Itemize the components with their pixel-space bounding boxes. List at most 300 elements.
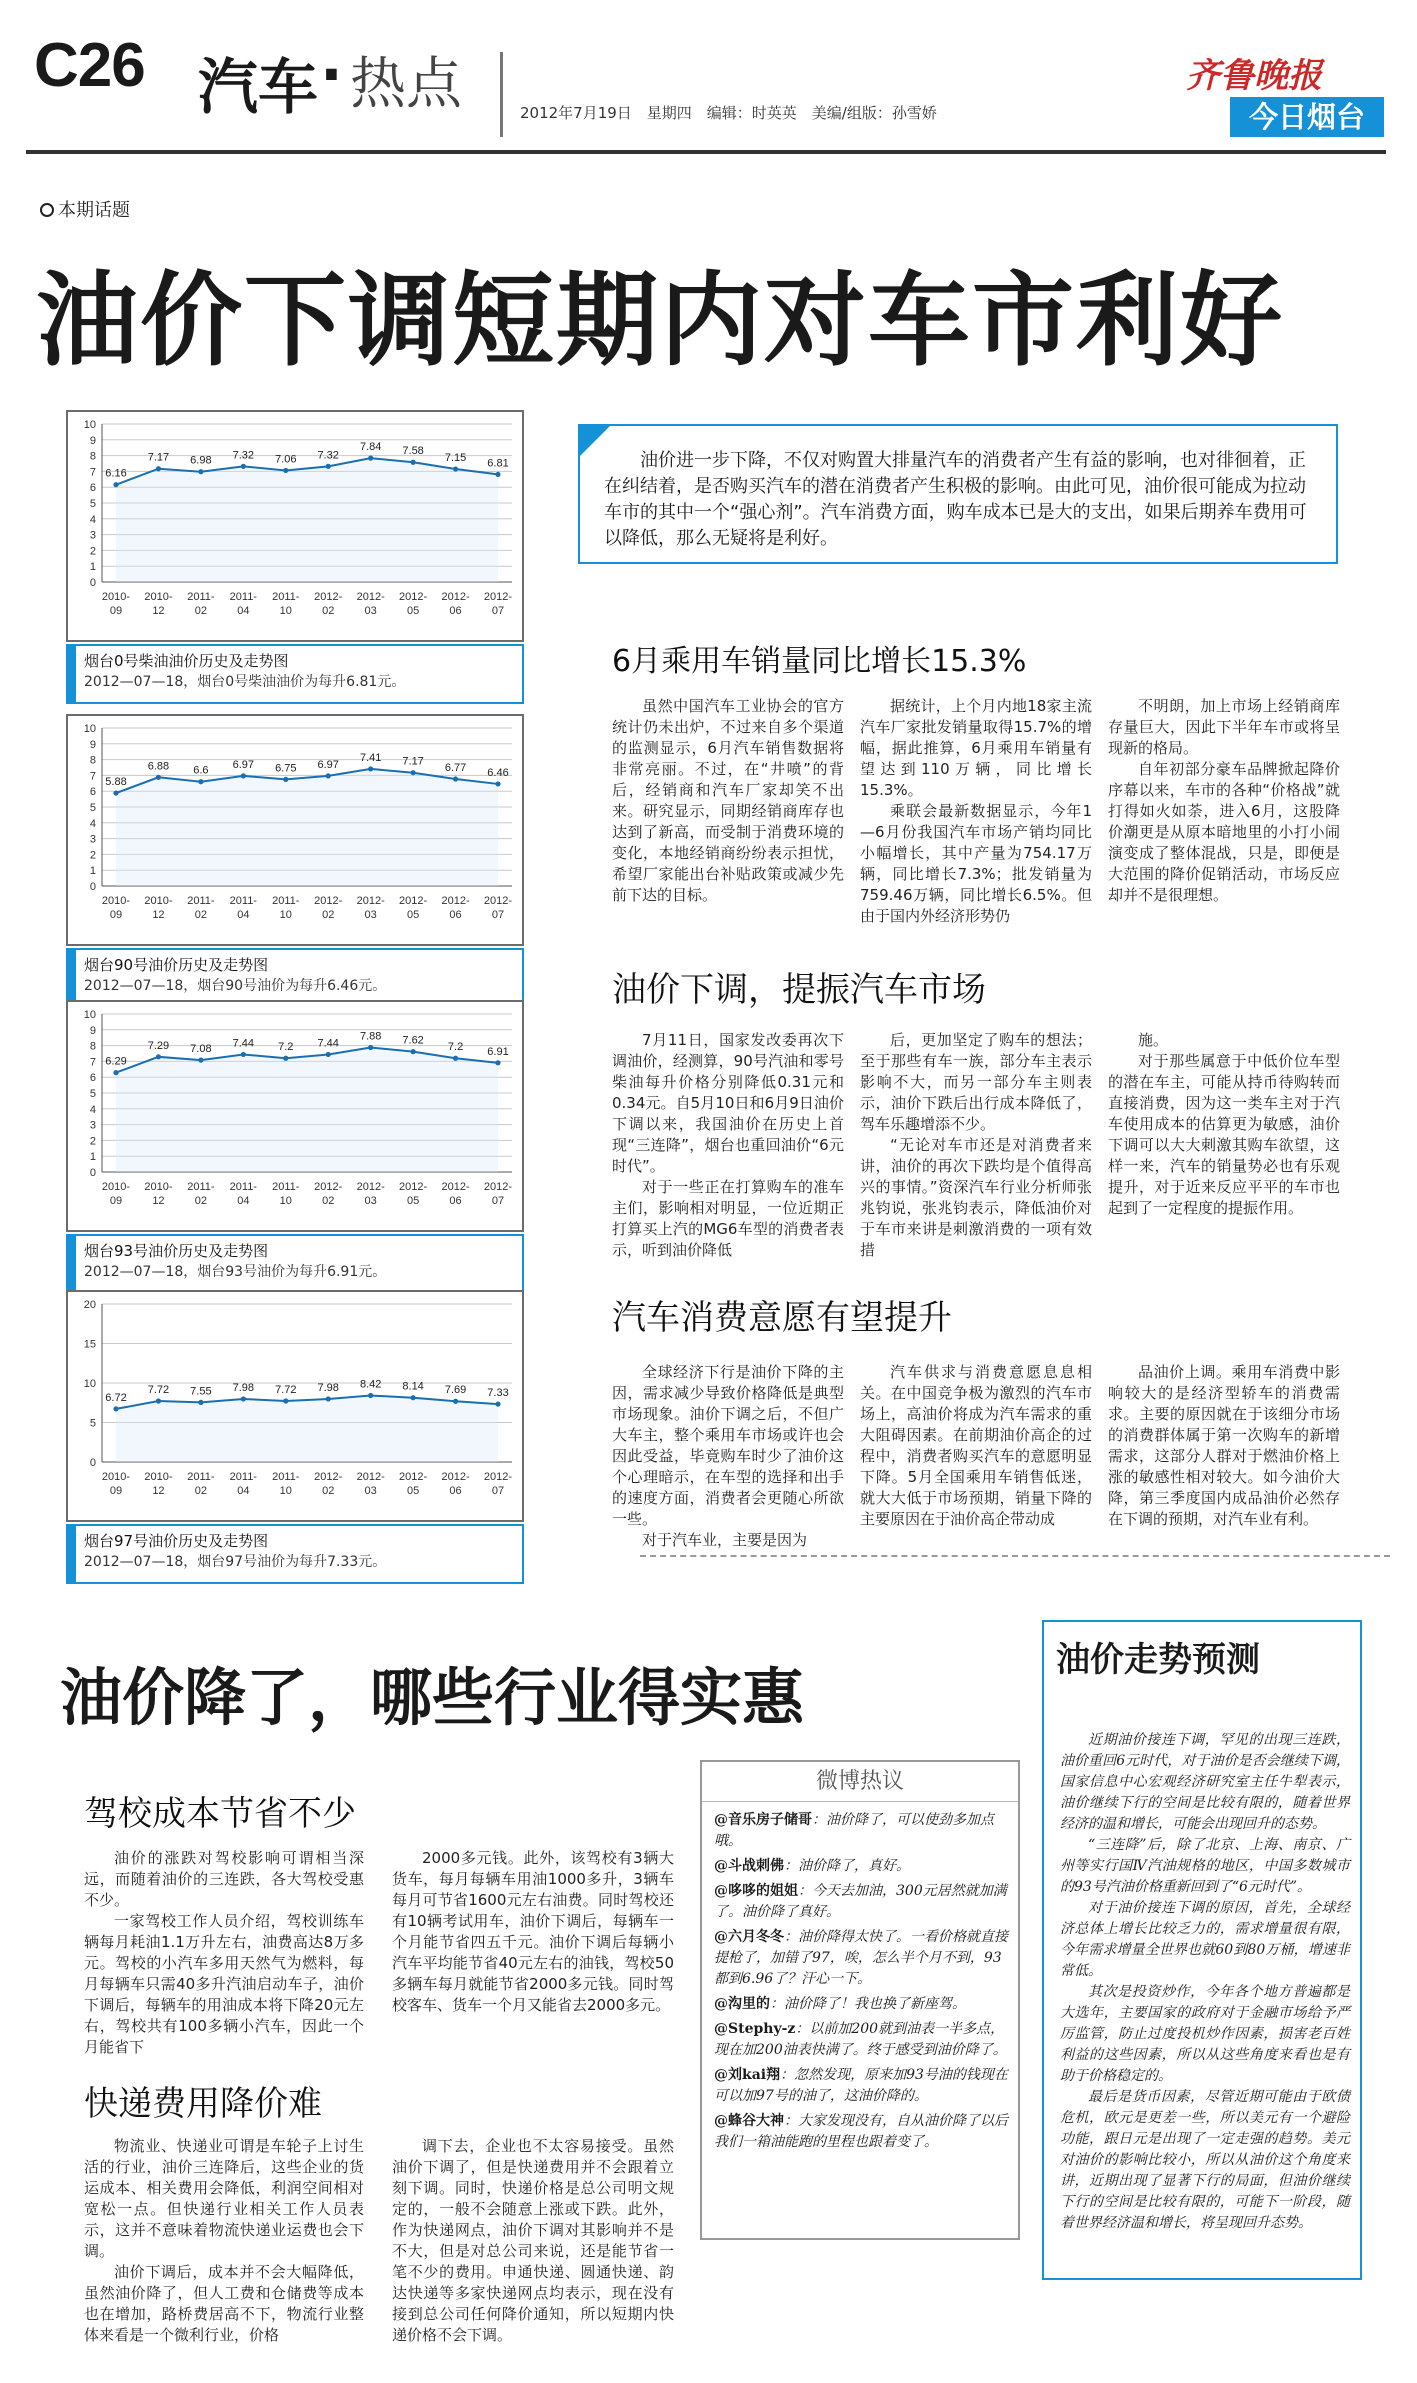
chart-caption xyxy=(66,1524,524,1584)
x-tick-label: 02 xyxy=(322,1485,335,1497)
x-tick-label: 2012- xyxy=(483,895,513,907)
x-tick-label: 02 xyxy=(194,605,208,617)
data-label: 7.44 xyxy=(317,1037,339,1050)
x-tick-label: 2012- xyxy=(314,1181,343,1193)
x-tick-label: 2012- xyxy=(356,895,385,907)
paragraph: 自年初部分豪车品牌掀起降价序幕以来，车市的各种“价格战”就打得如火如荼，进入6月，这股降价潮更是从原本暗地里的小打小闹演变成了整体混战，只是，即便是大范围的降价促销活动，市场反应却并不是很理想。 xyxy=(1108,760,1340,904)
data-point xyxy=(283,1398,288,1403)
weibo-post xyxy=(714,1856,1010,1877)
header-rule xyxy=(26,150,1386,154)
article-column xyxy=(392,1848,674,2016)
y-tick-label: 5 xyxy=(89,802,96,814)
paragraph: 调下去，企业也不太容易接受。虽然油价下调了，但是快递费用并不会跟着立刻下调。同时，快递价格是总公司明文规定的，一般不会随意上涨或下跌。此外，作为快递网点，油价下调对其影响并不是不大，但是对总公司来说，还是能节省一笔不少的费用。申通快递、圆通快递、韵达快递等多家快递网点均表示，现在没有接到总公司任何降价通知，所以短期内快递价格不会下调。 xyxy=(392,2137,674,2344)
x-tick-label: 05 xyxy=(406,605,420,617)
weibo-list xyxy=(714,1810,1010,2157)
data-point xyxy=(495,472,500,477)
paragraph: 油价下调后，成本并不会大幅降低，虽然油价降了，但人工费和仓储费等成本也在增加，路桥费居高不下，物流行业整体来看是一个微利行业，价格 xyxy=(84,2263,364,2344)
x-tick-label: 2011- xyxy=(272,591,300,603)
chart-caption xyxy=(66,1234,524,1294)
y-tick-label: 3 xyxy=(89,833,96,846)
main-headline: 油价下调短期内对车市利好 xyxy=(36,262,1284,381)
data-label: 7.17 xyxy=(147,451,170,464)
x-tick-label: 2012- xyxy=(314,1471,343,1483)
data-point xyxy=(453,1056,458,1061)
article-column xyxy=(84,2136,364,2346)
series-area xyxy=(116,458,498,582)
data-point xyxy=(241,1052,246,1057)
y-tick-label: 1 xyxy=(89,1151,96,1164)
y-tick-label: 5 xyxy=(89,1417,96,1430)
article-column xyxy=(612,1362,844,1551)
data-point xyxy=(411,460,416,465)
x-tick-label: 2012- xyxy=(399,1181,428,1193)
paragraph: 7月11日，国家发改委再次下调油价，经测算，90号汽油和零号柴油每升价格分别降低0.31元和0.34元。自5月10日和6月9日油价下调以来，我国油价在历史上首现“三连降”，烟台也重回油价“6元时代”。 xyxy=(612,1031,844,1175)
data-point xyxy=(113,482,118,487)
x-tick-label: 12 xyxy=(152,605,165,617)
data-label: 6.97 xyxy=(232,758,255,771)
article-column xyxy=(860,1362,1092,1530)
y-tick-label: 5 xyxy=(89,1088,96,1100)
paragraph: 对于那些属意于中低价位车型的潜在车主，可能从持币待购转而直接消费，因为这一类车主对于汽车使用成本的估算更为敏感，油价下调可以大大刺激其购车欲望，这样一来，汽车的销量势必也有乐观提升，对于近来反应平平的车市也起到了一定程度的提振作用。 xyxy=(1108,1052,1340,1217)
data-label: 6.6 xyxy=(193,764,209,777)
x-tick-label: 2010- xyxy=(144,895,173,907)
data-point xyxy=(411,1049,416,1054)
series-area xyxy=(116,1047,498,1172)
x-tick-label: 2012- xyxy=(441,591,470,603)
weibo-post xyxy=(714,1927,1010,1990)
x-tick-label: 2010- xyxy=(101,1181,131,1193)
data-label: 6.29 xyxy=(105,1055,127,1068)
y-tick-label: 8 xyxy=(89,450,96,463)
weibo-title: 微博热议 xyxy=(702,1762,1018,1802)
y-tick-label: 1 xyxy=(89,561,96,574)
data-label: 6.97 xyxy=(317,758,339,771)
chart-caption-title: 烟台90号油价历史及走势图 xyxy=(84,956,269,974)
data-label: 7.69 xyxy=(444,1384,467,1397)
chart-caption xyxy=(66,644,524,704)
y-tick-label: 2 xyxy=(89,849,96,862)
y-tick-label: 8 xyxy=(89,1040,96,1053)
diesel-price-chart xyxy=(68,412,522,640)
paragraph: 2000多元钱。此外，该驾校有3辆大货车，每月每辆车用油1000多升，3辆车每月可节省1600元左右油费。同时驾校还有10辆考试用车，油价下调后，每辆车一个月能节省四五千元。油价下调后每辆小汽车平均能节省40元左右的油钱，驾校50多辆车每月就能节省2000多元钱。同时驾校客车、货车一个月又能省去2000多元。 xyxy=(392,1849,674,2014)
x-tick-label: 05 xyxy=(406,1485,420,1497)
x-tick-label: 02 xyxy=(322,605,335,617)
paragraph: 汽车供求与消费意愿息息相关。在中国竞争极为激烈的汽车市场上，高油价将成为汽车需求的重大阻碍因素。在前期油价高企的过程中，消费者购买汽车的意愿明显下降。5月全国乘用车销售低迷，就大大低于市场预期，销量下降的主要原因在于油价高企带动成 xyxy=(860,1363,1092,1528)
section-heading-oil-cut: 油价下调，提振汽车市场 xyxy=(612,970,986,1010)
data-label: 7.62 xyxy=(402,1034,424,1047)
page-code: C26 xyxy=(34,31,145,100)
weibo-user: @音乐房子储哥 xyxy=(714,1812,812,1828)
x-tick-label: 2012- xyxy=(441,1181,470,1193)
x-tick-label: 03 xyxy=(364,1195,377,1207)
paragraph: 对于油价接连下调的原因，首先，全球经济总体上增长比较乏力的，需求增量很有限，今年需求增量全世界也就60到80万桶，增速非常低。 xyxy=(1060,1900,1350,1979)
topic-circle-icon xyxy=(40,203,54,217)
data-label: 8.42 xyxy=(359,1378,382,1391)
x-tick-label: 2011- xyxy=(187,591,215,603)
weibo-user: @Stephy-z xyxy=(714,2021,796,2037)
x-tick-label: 07 xyxy=(491,1195,505,1207)
data-label: 7.58 xyxy=(402,445,424,458)
chart-frame xyxy=(66,1000,524,1232)
weibo-text: ：以前加200就到油表一半多点，现在加200油表快满了。终于感受到油价降了。 xyxy=(714,2021,1007,2058)
x-tick-label: 2010- xyxy=(101,1471,131,1483)
chart-panel-97 xyxy=(66,1290,524,1570)
weibo-post xyxy=(714,2019,1010,2061)
paragraph: 一家驾校工作人员介绍，驾校训练车辆每月耗油1.1万升左右，油费高达8万多元。驾校的小汽车多用天然气为燃料，每月每辆车只需40多升汽油启动车子，油价下调后，每辆车的用油成本将下降20元左右，驾校共有100多辆小汽车，因此一个月能省下 xyxy=(84,1912,364,2056)
newspaper-logo: 齐鲁晚报 xyxy=(1186,56,1322,96)
data-label: 7.15 xyxy=(444,452,467,465)
x-tick-label: 2011- xyxy=(272,895,300,907)
section-divider xyxy=(640,1555,1390,1557)
data-label: 8.14 xyxy=(402,1380,424,1393)
data-label: 7.88 xyxy=(359,1030,382,1043)
data-label: 6.81 xyxy=(487,457,509,470)
weibo-sidebar xyxy=(700,1760,1020,2240)
weibo-user: @蜂谷大神 xyxy=(714,2113,784,2129)
data-point xyxy=(113,1406,118,1411)
forecast-body xyxy=(1060,1730,1350,2234)
y-tick-label: 4 xyxy=(89,513,96,526)
chart-frame xyxy=(66,714,524,946)
weibo-text: ：油价降了，可以使劲多加点哦。 xyxy=(714,1812,994,1849)
x-tick-label: 2012- xyxy=(483,1181,513,1193)
y-tick-label: 10 xyxy=(83,723,96,735)
y-tick-label: 3 xyxy=(89,529,96,542)
x-tick-label: 2010- xyxy=(144,591,173,603)
paragraph: 最后是货币因素，尽管近期可能由于欧债危机，欧元是更差一些，所以美元有一个避险功能，跟日元是出现了一定走强的趋势。美元对油价的影响比较小，所以从油价这个角度来讲，近期出现了显著下行的局面，但油价继续下行的空间是比较有限的，可能下一阶段，随着世界经济温和增长，将呈现回升态势。 xyxy=(1060,2089,1350,2231)
data-point xyxy=(453,466,458,471)
y-tick-label: 6 xyxy=(89,786,96,799)
topic-text: 本期话题 xyxy=(58,200,130,221)
data-label: 6.98 xyxy=(190,454,212,467)
x-tick-label: 2012- xyxy=(356,1181,385,1193)
data-label: 7.2 xyxy=(447,1041,464,1054)
paragraph: 对于一些正在打算购车的准车主们，影响相对明显，一位近期正打算买上汽的MG6车型的消费者表示，听到油价降低 xyxy=(612,1178,844,1259)
weibo-user: @斗战刺佛 xyxy=(714,1858,784,1874)
weibo-user: @六月冬冬 xyxy=(714,1929,784,1945)
paragraph: “无论对车市还是对消费者来讲，油价的再次下跌均是个值得高兴的事情。”资深汽车行业分析师张兆钧说，张兆钧表示，降低油价对于车市来讲是刺激消费的一项有效措 xyxy=(860,1136,1092,1259)
paragraph: 后，更加坚定了购车的想法；至于那些有车一族，部分车主表示影响不大，而另一部分车主则表示，油价下跌后出行成本降低了，驾车乐趣增添不少。 xyxy=(860,1031,1092,1133)
x-tick-label: 06 xyxy=(449,1195,462,1207)
data-label: 7.2 xyxy=(278,1041,294,1054)
x-tick-label: 03 xyxy=(364,1485,377,1497)
section-separator: · xyxy=(320,40,343,110)
x-tick-label: 09 xyxy=(109,1485,123,1497)
chart-caption-note: 2012—07—18，烟台90号油价为每升6.46元。 xyxy=(84,978,387,994)
y-tick-label: 1 xyxy=(89,865,96,878)
paragraph: 对于汽车业，主要是因为 xyxy=(642,1531,808,1549)
data-point xyxy=(368,456,373,461)
data-point xyxy=(283,468,288,473)
data-point xyxy=(368,766,373,771)
weibo-text: ：忽然发现，原来加93号油的钱现在可以加97号的油了，这油价降的。 xyxy=(714,2067,1008,2104)
x-tick-label: 2011- xyxy=(272,1181,300,1193)
y-tick-label: 20 xyxy=(83,1299,96,1311)
x-tick-label: 2012- xyxy=(399,1471,428,1483)
weibo-text: ：油价降了！我也换了新座驾。 xyxy=(770,1996,966,2012)
x-tick-label: 2012- xyxy=(483,1471,513,1483)
chart-caption-title: 烟台0号柴油油价历史及走势图 xyxy=(84,652,289,670)
data-point xyxy=(453,1399,458,1404)
x-tick-label: 2011- xyxy=(229,895,257,907)
data-label: 6.72 xyxy=(105,1391,127,1404)
x-tick-label: 07 xyxy=(491,909,505,921)
y-tick-label: 4 xyxy=(89,817,96,830)
y-tick-label: 9 xyxy=(89,434,96,447)
x-tick-label: 02 xyxy=(194,909,208,921)
paragraph: 乘联会最新数据显示，今年1—6月份我国汽车市场产销均同比小幅增长，其中产量为754.17万辆，同比增长7.3%；批发销量为759.46万辆，同比增长6.5%。但由于国内外经济形势仍 xyxy=(860,802,1092,925)
header-divider xyxy=(500,52,503,137)
y-tick-label: 9 xyxy=(89,1024,96,1037)
data-point xyxy=(495,1060,500,1065)
x-tick-label: 05 xyxy=(406,909,420,921)
x-tick-label: 2012- xyxy=(314,895,343,907)
secondary-headline: 油价降了，哪些行业得实惠 xyxy=(60,1661,805,1734)
weibo-post xyxy=(714,1994,1010,2015)
x-tick-label: 10 xyxy=(279,1485,292,1497)
y-tick-label: 4 xyxy=(89,1103,96,1116)
x-tick-label: 2011- xyxy=(187,1471,215,1483)
data-label: 7.29 xyxy=(147,1039,170,1052)
data-point xyxy=(326,1396,331,1401)
data-point xyxy=(241,464,246,469)
data-point xyxy=(326,773,331,778)
x-tick-label: 2011- xyxy=(187,895,215,907)
x-tick-label: 12 xyxy=(152,1485,165,1497)
x-tick-label: 2012- xyxy=(399,591,428,603)
data-point xyxy=(198,779,203,784)
data-point xyxy=(495,1401,500,1406)
data-label: 7.72 xyxy=(147,1384,170,1397)
data-label: 6.88 xyxy=(147,760,170,773)
page-header xyxy=(0,0,1417,150)
weibo-post xyxy=(714,2111,1010,2153)
chart-caption-note: 2012—07—18，烟台93号油价为每升6.91元。 xyxy=(84,1264,387,1280)
data-point xyxy=(156,1398,161,1403)
y-tick-label: 0 xyxy=(89,881,96,893)
x-tick-label: 2012- xyxy=(356,1471,385,1483)
data-point xyxy=(241,773,246,778)
x-tick-label: 12 xyxy=(152,909,165,921)
y-tick-label: 15 xyxy=(83,1338,96,1351)
x-tick-label: 2011- xyxy=(272,1471,300,1483)
paragraph: 物流业、快递业可谓是车轮子上讨生活的行业，油价三连降后，这些企业的货运成本、相关费用会降低，利润空间相对宽松一点。但快递行业相关工作人员表示，这并不意味着物流快递业运费也会下调。 xyxy=(84,2137,364,2260)
x-tick-label: 2011- xyxy=(229,1181,257,1193)
intro-box: 油价进一步下降，不仅对购置大排量汽车的消费者产生有益的影响，也对徘徊着，正在纠结着，是否购买汽车的潜在消费者产生积极的影响。由此可见，油价很可能成为拉动车市的其中一个“强心剂”。汽车消费方面，购车成本已是大的支出，如果后期养车费用可以降低，那么无疑将是利好。 xyxy=(578,424,1338,564)
data-point xyxy=(113,1070,118,1075)
data-label: 6.77 xyxy=(444,762,467,775)
chart-caption-note: 2012—07—18，烟台0号柴油油价为每升6.81元。 xyxy=(84,674,406,690)
x-tick-label: 02 xyxy=(194,1485,208,1497)
data-label: 7.32 xyxy=(232,449,255,462)
intro-corner-mark xyxy=(578,424,612,458)
data-point xyxy=(368,1045,373,1050)
x-tick-label: 2012- xyxy=(483,591,513,603)
data-label: 7.08 xyxy=(190,1043,212,1056)
section-heading-driving-school: 驾校成本节省不少 xyxy=(84,1794,356,1834)
data-point xyxy=(368,1393,373,1398)
x-tick-label: 12 xyxy=(152,1195,165,1207)
weibo-user: @沟里的 xyxy=(714,1996,770,2012)
weibo-text: ：油价降了，真好。 xyxy=(784,1858,910,1874)
gasoline-90-price-chart xyxy=(68,716,522,944)
data-label: 7.32 xyxy=(317,449,339,462)
data-label: 6.46 xyxy=(487,766,509,779)
x-tick-label: 04 xyxy=(237,1195,250,1207)
paragraph: 不明朗，加上市场上经销商库存量巨大，因此下半年车市或将呈现新的格局。 xyxy=(1108,697,1340,757)
x-tick-label: 10 xyxy=(279,605,292,617)
x-tick-label: 03 xyxy=(364,909,377,921)
article-column xyxy=(1108,696,1340,906)
x-tick-label: 2010- xyxy=(101,895,131,907)
data-label: 7.17 xyxy=(402,755,424,768)
weibo-text: ：油价降得太快了。一看价格就直接提枪了，加错了97，唉，怎么半个月不到，93都到6.96了？汗心一下。 xyxy=(714,1929,1008,1987)
x-tick-label: 2012- xyxy=(314,591,343,603)
y-tick-label: 6 xyxy=(89,1072,96,1085)
article-column xyxy=(1108,1362,1340,1530)
y-tick-label: 7 xyxy=(89,466,96,479)
paragraph: 油价的涨跌对驾校影响可谓相当深远，而随着油价的三连跌，各大驾校受惠不少。 xyxy=(84,1849,364,1909)
data-label: 6.16 xyxy=(105,467,127,480)
forecast-title: 油价走势预测 xyxy=(1056,1640,1260,1680)
data-point xyxy=(156,466,161,471)
y-tick-label: 2 xyxy=(89,1135,96,1148)
chart-panel-diesel xyxy=(66,410,524,740)
x-tick-label: 09 xyxy=(109,605,123,617)
y-tick-label: 0 xyxy=(89,577,96,589)
x-tick-label: 03 xyxy=(364,605,377,617)
y-tick-label: 0 xyxy=(89,1167,96,1179)
x-tick-label: 02 xyxy=(322,1195,335,1207)
paragraph: 品油价上调。乘用车消费中影响较大的是经济型轿车的消费需求。主要的原因就在于该细分市场的消费群体属于第一次购车的新增需求，这部分人群对于燃油价格上涨的敏感性相对较大。如今油价大降，第三季度国内成品油价必然存在下调的预期，对汽车业有利。 xyxy=(1108,1363,1340,1528)
y-tick-label: 7 xyxy=(89,1056,96,1069)
y-tick-label: 6 xyxy=(89,482,96,495)
data-label: 7.41 xyxy=(359,751,382,764)
weibo-text: ：大家发现没有，自从油价降了以后我们一箱油能跑的里程也跟着变了。 xyxy=(714,2113,1008,2150)
y-tick-label: 2 xyxy=(89,545,96,558)
series-area xyxy=(116,769,498,886)
x-tick-label: 02 xyxy=(322,909,335,921)
x-tick-label: 09 xyxy=(109,909,123,921)
chart-caption xyxy=(66,948,524,1008)
subsection-name: 热点 xyxy=(350,52,462,117)
article-column xyxy=(392,2136,674,2346)
chart-frame xyxy=(66,1290,524,1522)
data-label: 7.72 xyxy=(275,1384,297,1397)
x-tick-label: 07 xyxy=(491,605,505,617)
data-point xyxy=(411,1395,416,1400)
data-label: 7.55 xyxy=(190,1385,212,1398)
paragraph: “三连降”后，除了北京、上海、南京、广州等实行国Ⅳ汽油规格的地区，中国多数城市的93号汽油价格重新回到了“6元时代”。 xyxy=(1060,1837,1350,1895)
y-tick-label: 3 xyxy=(89,1119,96,1132)
issue-meta: 2012年7月19日 星期四 编辑：时英英 美编/组版：孙雪娇 xyxy=(520,104,937,122)
y-tick-label: 8 xyxy=(89,754,96,767)
chart-caption-title: 烟台97号油价历史及走势图 xyxy=(84,1532,269,1550)
y-tick-label: 10 xyxy=(83,1378,96,1390)
x-tick-label: 2010- xyxy=(144,1181,173,1193)
weibo-post xyxy=(714,1881,1010,1923)
section-heading-sales: 6月乘用车销量同比增长15.3% xyxy=(612,644,1027,679)
x-tick-label: 2012- xyxy=(356,591,385,603)
x-tick-label: 2011- xyxy=(229,1471,257,1483)
y-tick-label: 9 xyxy=(89,738,96,751)
data-label: 7.06 xyxy=(275,453,297,466)
data-point xyxy=(495,781,500,786)
paragraph: 据统计，上个月内地18家主流汽车厂家批发销量取得15.7%的增幅，据此推算，6月乘用车销量有望达到110万辆，同比增长15.3%。 xyxy=(860,697,1092,799)
paragraph: 近期油价接连下调，罕见的出现三连跌，油价重回6元时代，对于油价是否会继续下调，国家信息中心宏观经济研究室主任牛犁表示，油价继续下行的空间是比较有限的，随着世界经济的温和增长，可能会出现回升的态势。 xyxy=(1060,1732,1350,1832)
x-tick-label: 2011- xyxy=(229,591,257,603)
x-tick-label: 06 xyxy=(449,909,462,921)
paragraph: 施。 xyxy=(1138,1031,1169,1049)
x-tick-label: 05 xyxy=(406,1195,420,1207)
x-tick-label: 06 xyxy=(449,605,462,617)
edition-badge: 今日烟台 xyxy=(1230,97,1384,137)
weibo-post xyxy=(714,1810,1010,1852)
y-tick-label: 10 xyxy=(83,1009,96,1021)
x-tick-label: 10 xyxy=(279,909,292,921)
y-tick-label: 7 xyxy=(89,770,96,783)
data-point xyxy=(113,790,118,795)
data-label: 7.98 xyxy=(317,1381,339,1394)
x-tick-label: 2012- xyxy=(399,895,428,907)
data-point xyxy=(156,1054,161,1059)
x-tick-label: 07 xyxy=(491,1485,505,1497)
x-tick-label: 06 xyxy=(449,1485,462,1497)
data-label: 7.84 xyxy=(359,441,382,454)
article-column xyxy=(860,696,1092,927)
x-tick-label: 04 xyxy=(237,1485,250,1497)
chart-panel-90 xyxy=(66,714,524,994)
article-column xyxy=(612,696,844,906)
paragraph: 其次是投资炒作，今年各个地方普遍都是大选年，主要国家的政府对于金融市场给予严厉监管，防止过度投机炒作因素，损害老百姓利益的这些因素，所以从这些角度来看也是有助于价格稳定的。 xyxy=(1060,1984,1350,2084)
data-label: 7.98 xyxy=(232,1381,255,1394)
data-label: 6.75 xyxy=(275,762,297,775)
series-area xyxy=(116,1395,498,1462)
data-point xyxy=(411,770,416,775)
weibo-user: @哆哆的姐姐 xyxy=(714,1883,798,1899)
x-tick-label: 04 xyxy=(237,605,250,617)
section-heading-courier: 快递费用降价难 xyxy=(84,2084,322,2124)
data-point xyxy=(241,1396,246,1401)
y-tick-label: 10 xyxy=(83,419,96,431)
data-point xyxy=(198,1400,203,1405)
x-tick-label: 09 xyxy=(109,1195,123,1207)
data-label: 6.91 xyxy=(487,1045,509,1058)
data-point xyxy=(326,464,331,469)
x-tick-label: 2011- xyxy=(187,1181,215,1193)
gasoline-97-price-chart xyxy=(68,1292,522,1520)
x-tick-label: 10 xyxy=(279,1195,292,1207)
article-column xyxy=(860,1030,1092,1261)
x-tick-label: 2010- xyxy=(101,591,131,603)
paragraph: 虽然中国汽车工业协会的官方统计仍未出炉，不过来自多个渠道的监测显示，6月汽车销售数据将非常亮丽。不过，在“井喷”的背后，经销商和汽车厂家却笑不出来。研究显示，同期经销商库存也达到了新高，而受制于消费环境的变化，本地经销商纷纷表示担忧，希望厂家能出台补贴政策或减少先前下达的目标。 xyxy=(612,697,844,904)
y-tick-label: 0 xyxy=(89,1457,96,1469)
gasoline-93-price-chart xyxy=(68,1002,522,1230)
chart-frame xyxy=(66,410,524,642)
x-tick-label: 2012- xyxy=(441,895,470,907)
article-column xyxy=(612,1030,844,1261)
data-point xyxy=(198,469,203,474)
weibo-user: @刘kai翔 xyxy=(714,2067,781,2083)
chart-caption-note: 2012—07—18，烟台97号油价为每升7.33元。 xyxy=(84,1554,387,1570)
article-column xyxy=(84,1848,364,2058)
chart-caption-title: 烟台93号油价历史及走势图 xyxy=(84,1242,269,1260)
forecast-sidebar xyxy=(1042,1620,1362,2280)
data-label: 7.33 xyxy=(487,1387,509,1400)
data-label: 5.88 xyxy=(105,776,127,789)
weibo-post xyxy=(714,2065,1010,2107)
x-tick-label: 02 xyxy=(194,1195,208,1207)
